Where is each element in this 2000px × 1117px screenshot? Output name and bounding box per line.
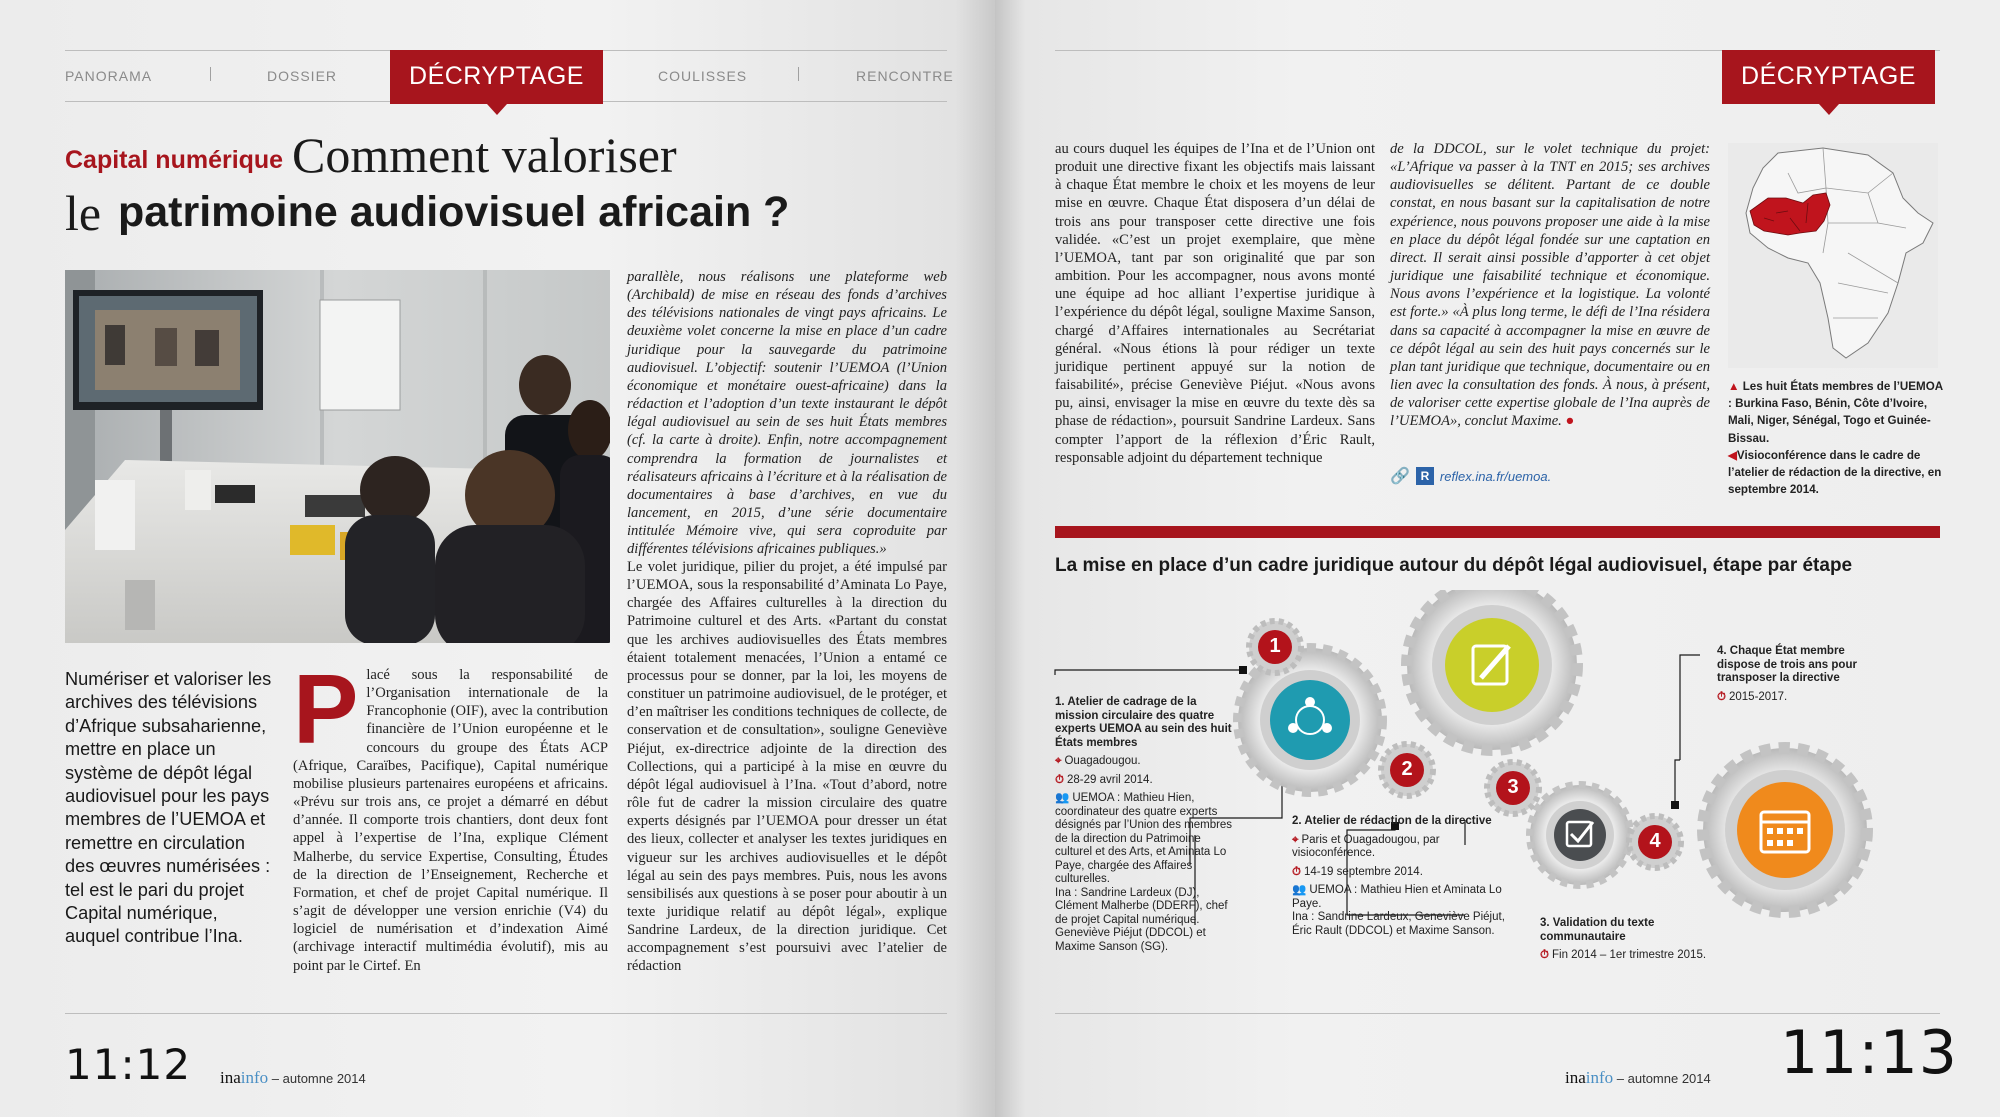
stopwatch-icon: ⏱ (1717, 690, 1726, 703)
brand-ina: ina (220, 1068, 241, 1087)
page-number-right: 11:13 (1780, 1018, 1958, 1088)
nav-separator (210, 67, 211, 81)
step-3-date: Fin 2014 – 1er trimestre 2015. (1551, 949, 1707, 961)
triangle-up-icon: ▲ (1728, 380, 1740, 393)
link-chain-icon: 🔗 (1390, 468, 1410, 485)
infographic-rule (1055, 526, 1940, 538)
nav-item-rencontre[interactable]: RENCONTRE (856, 68, 954, 84)
map-caption-text: Les huit États membres de l’UEMOA : Burkina Faso, Bénin, Côte d’Ivoire, Mali, Niger, Sénégal, Togo et Guinée-Bissau. (1728, 380, 1943, 445)
step-number-4: 4 (1649, 830, 1661, 852)
section-label-decryptage[interactable]: DÉCRYPTAGE (1722, 50, 1935, 104)
step-2-people-ina: Ina : Sandrine Lardeux, Geneviève Piéjut, Éric Rault (DDCOL) et Maxime Sanson. (1292, 911, 1505, 937)
step-1-people: UEMOA : Mathieu Hien, coordinateur des quatre experts désignés par l’Union des membres de la direction du Patrimoine culturel et des Arts, et Aminata Lo Paye, chargée des Affaires culturelles. (1055, 792, 1233, 885)
drop-cap: P (293, 654, 359, 764)
section-nav (65, 50, 954, 102)
triangle-left-icon: ◀ (1728, 448, 1737, 462)
brand-season: – automne 2014 (268, 1071, 366, 1086)
step-1-people-ina: Ina : Sandrine Lardeux (DJ), Clément Malherbe (DDERF), chef de projet Capital numérique. Geneviève Piéjut (DDCOL) et Maxime Sanson (SG). (1055, 886, 1228, 953)
article-column-2b: Le volet juridique, pilier du projet, a été impulsé par l’UEMOA, sous la responsabilité d’Aminata Lo Paye, chargée des Affaires culturelles à la direction du Patrimoine culturel et des Arts. «Partant du constat que les archives audiovisuelles des États membres étaient totalement menacées, l’Union a entamé ce processus pour se donner, par la loi, les moyens de constituer un patrimoine audiovisuel, de le protéger, et d’en maîtriser les conditions techniques de collecte, de conservation et de consultation», souligne Geneviève Piéjut, ex-directrice adjointe de la direction des Collections, qui a participé à la mise en œuvre du dépôt légal audiovisuel à l’Ina. «Tout d’abord, notre rôle fut de cadrer la mission circulaire des quatre experts désignés par l’UEMOA pour dresser un état des lieux, collecter et analyser les textes juridiques en vigueur sur les archives audiovisuelles et le dépôt légal au sein des pays membres. Puis, nous les avons sensibilisés aux questions à se poser pour aboutir à un texte juridique relatif au dépôt légal», explique Sandrine Lardeux, de la direction juridique. Cet accompagnement s’est poursuivi avec l’atelier de rédaction (627, 559, 947, 975)
infographic (995, 590, 2000, 1010)
gear-step2 (1407, 590, 1577, 750)
step-4-block (1717, 645, 1867, 704)
right-page (995, 0, 2000, 1117)
article-title-line2-bold: patrimoine audiovisuel africain ? (118, 188, 790, 236)
step-3-title: 3. Validation du texte communautaire (1540, 917, 1655, 943)
brand-ina: ina (1565, 1068, 1586, 1087)
connector-dot (1671, 801, 1679, 809)
brand-info: info (240, 1068, 269, 1087)
step-1-place: Ouagadougou. (1064, 755, 1141, 767)
step-number-1: 1 (1269, 635, 1281, 657)
step-4-title: 4. Chaque État membre dispose de trois ans pour transposer la directive (1717, 645, 1857, 684)
africa-map (1728, 143, 1938, 368)
article-kicker: Capital numérique (65, 146, 284, 174)
reflex-badge-icon: R (1416, 467, 1434, 485)
nav-item-decryptage-active[interactable]: DÉCRYPTAGE (390, 50, 603, 104)
photo-caption-text: Visioconférence dans le cadre de l’atelier de rédaction de la directive, en septembre 2014. (1728, 448, 1942, 497)
magazine-brand-right (1565, 1068, 1711, 1088)
videoconference-photo (65, 270, 610, 643)
article-title-line1: Comment valoriser (292, 127, 677, 183)
brand-info: info (1585, 1068, 1614, 1087)
step-1-date: 28-29 avril 2014. (1066, 773, 1153, 786)
page-number-left: 11:12 (65, 1040, 192, 1089)
footer-rule (65, 1013, 947, 1014)
location-pin-icon: ⌖ (1292, 833, 1299, 846)
stopwatch-icon: ⏱ (1540, 949, 1549, 961)
photo-caption (1728, 447, 1943, 499)
web-link[interactable] (1390, 466, 1551, 486)
nav-item-panorama[interactable]: PANORAMA (65, 68, 153, 84)
stopwatch-icon: ⏱ (1292, 865, 1301, 878)
gear-step4 (1703, 748, 1867, 912)
step-2-title: 2. Atelier de rédaction de la directive (1292, 815, 1492, 827)
location-pin-icon: ⌖ (1055, 755, 1062, 767)
step-2-people: UEMOA : Mathieu Hien et Aminata Lo Paye. (1292, 884, 1502, 910)
step-1-block (1055, 696, 1240, 954)
step-1-title: 1. Atelier de cadrage de la mission circulaire des quatre experts UEMOA au sein des huit États membres (1055, 696, 1232, 749)
step-3-block (1540, 917, 1730, 963)
nav-item-dossier[interactable]: DOSSIER (267, 68, 338, 84)
step-4-date: 2015-2017. (1728, 690, 1788, 703)
nav-item-coulisses[interactable]: COULISSES (658, 68, 748, 84)
article-column-4 (1390, 140, 1710, 431)
step-number-3: 3 (1507, 776, 1519, 798)
people-icon: 👥 (1292, 884, 1307, 896)
web-link-text[interactable]: reflex.ina.fr/uemoa. (1439, 468, 1552, 484)
gear-step3 (1530, 785, 1630, 885)
left-page (0, 0, 995, 1117)
brand-season: – automne 2014 (1613, 1071, 1711, 1086)
step-2-place: Paris et Ouagadougou, par visioconférence. (1292, 833, 1440, 859)
stopwatch-icon: ⏱ (1055, 773, 1064, 786)
step-2-block (1292, 815, 1507, 938)
article-chapo: Numériser et valoriser les archives des télévisions d’Afrique subsaharienne, mettre en place un système de dépôt légal audiovisuel pour les pays membres de l’UEMOA et remettre en circulation des œuvres numérisées : tel est le pari du projet Capital numérique, auquel contribue l’Ina. (65, 669, 272, 947)
step-2-date: 14-19 septembre 2014. (1303, 865, 1423, 878)
article-column-3: au cours duquel les équipes de l’Ina et de l’Union ont produit une directive fixant les objectifs mais laissant à chaque État membre le choix et les moyens de leur mise en œuvre. Chaque État disposera d’un délai de trois ans pour transposer cette directive une fois validée. «C’est un projet exemplaire, que mène l’UEMOA, tant par son originalité que par son ambition. Pour les accompagner, nous avons monté une équipe ad hoc alliant l’expertise juridique à l’expérience du dépôt légal, souligne Maxime Sanson, chargé d’Affaires internationales au Secrétariat général. «Nous étions là pour rédiger un texte juridique pertinent appuyé sur la notion de faisabilité», précise Geneviève Piéjut. «Nous avons pu, ainsi, envisager la mise en œuvre du texte dès sa phase de rédaction», poursuit Sandrine Lardeux. Sans compter l’apport de la réflexion d’Éric Rault, responsable adjoint du département technique (1055, 141, 1375, 466)
magazine-brand-left (220, 1068, 366, 1088)
infographic-title: La mise en place d’un cadre juridique autour du dépôt légal audiovisuel, étape par étape (1055, 555, 1853, 576)
figure-captions (1728, 378, 1943, 498)
step-number-2: 2 (1401, 758, 1413, 780)
article-title-line2-light: le (65, 185, 102, 241)
article-column-1-text: lacé sous la responsabilité de l’Organisation internationale de la Francophonie (OIF), avec la contribution financière de l’Union européenne et le concours du groupe des États ACP (Afrique, Caraïbes, Pacifique), Capital numérique mobilise plusieurs partenaires européens et africains. «Prévu sur trois ans, ce projet a démarré en début d’année. Il comporte trois chantiers, dont deux font appel à l’expertise de l’Ina, explique Clément Malherbe, du service Expertise, Consulting, Études de la direction de l’Enseignement, Recherche et Formation, et chef de projet Capital numérique. Il s’agit de développer une version enrichie (V4) du logiciel de numérisation et d’indexation Aimé (archivage interactif multimédia évolutif), mis au point par le Cirtef. En (293, 667, 608, 974)
article-column-4-text: de la DDCOL, sur le volet technique du projet: «L’Afrique va passer à la TNT en 2015; ses archives audiovisuelles se délitent. Partant de ce double constat, en nous basant sur la capitalisation de notre expérience, nous pouvons proposer une aide à la mise en place du dépôt légal fondée sur une captation en direct. Il serait ainsi possible d’apporter à cet objet juridique une faisabilité technique et économique. Nous avons l’expérience et la logistique. La volonté est forte.» «À plus long terme, le défi de l’Ina résidera dans sa capacité à accompagner la mise en œuvre de ce dépôt légal au sein des huit pays concernés sur le plan tant juridique que technique, documentaire ou en lien avec la consultation des fonds. À nous, à présent, de valoriser cette expertise globale de l’Ina auprès de l’UEMOA», conclut Maxime. (1390, 141, 1710, 430)
nav-separator (798, 67, 799, 81)
article-column-2a: parallèle, nous réalisons une plateforme web (Archibald) de mise en réseau des fonds d’archives des télévisions nationales de vingt pays africains. Le deuxième volet concerne la mise en place d’un cadre juridique pour la sauvegarde du patrimoine audiovisuel. L’objectif: soutenir l’UEMOA (l’Union économique et monétaire ouest-africaine) dans la rédaction et l’adoption d’un texte instaurant le dépôt légal audiovisuel au sein de ses huit États membres (cf. la carte à droite). Enfin, notre accompagnement comprendra la formation de journalistes et réalisateurs africains à l’écriture et à la réalisation de documentaires à base d’archives, en vue du lancement, en 2015, d’une série documentaire intitulée Mémoire vive, qui sera coproduite par différentes télévisions africaines publiques.» (627, 269, 947, 558)
people-icon: 👥 (1055, 792, 1070, 804)
end-mark-icon: ● (1565, 413, 1575, 430)
map-caption (1728, 378, 1943, 447)
connector-dot (1239, 666, 1247, 674)
article-column-1 (293, 654, 608, 975)
footer-rule (1055, 1013, 1940, 1014)
